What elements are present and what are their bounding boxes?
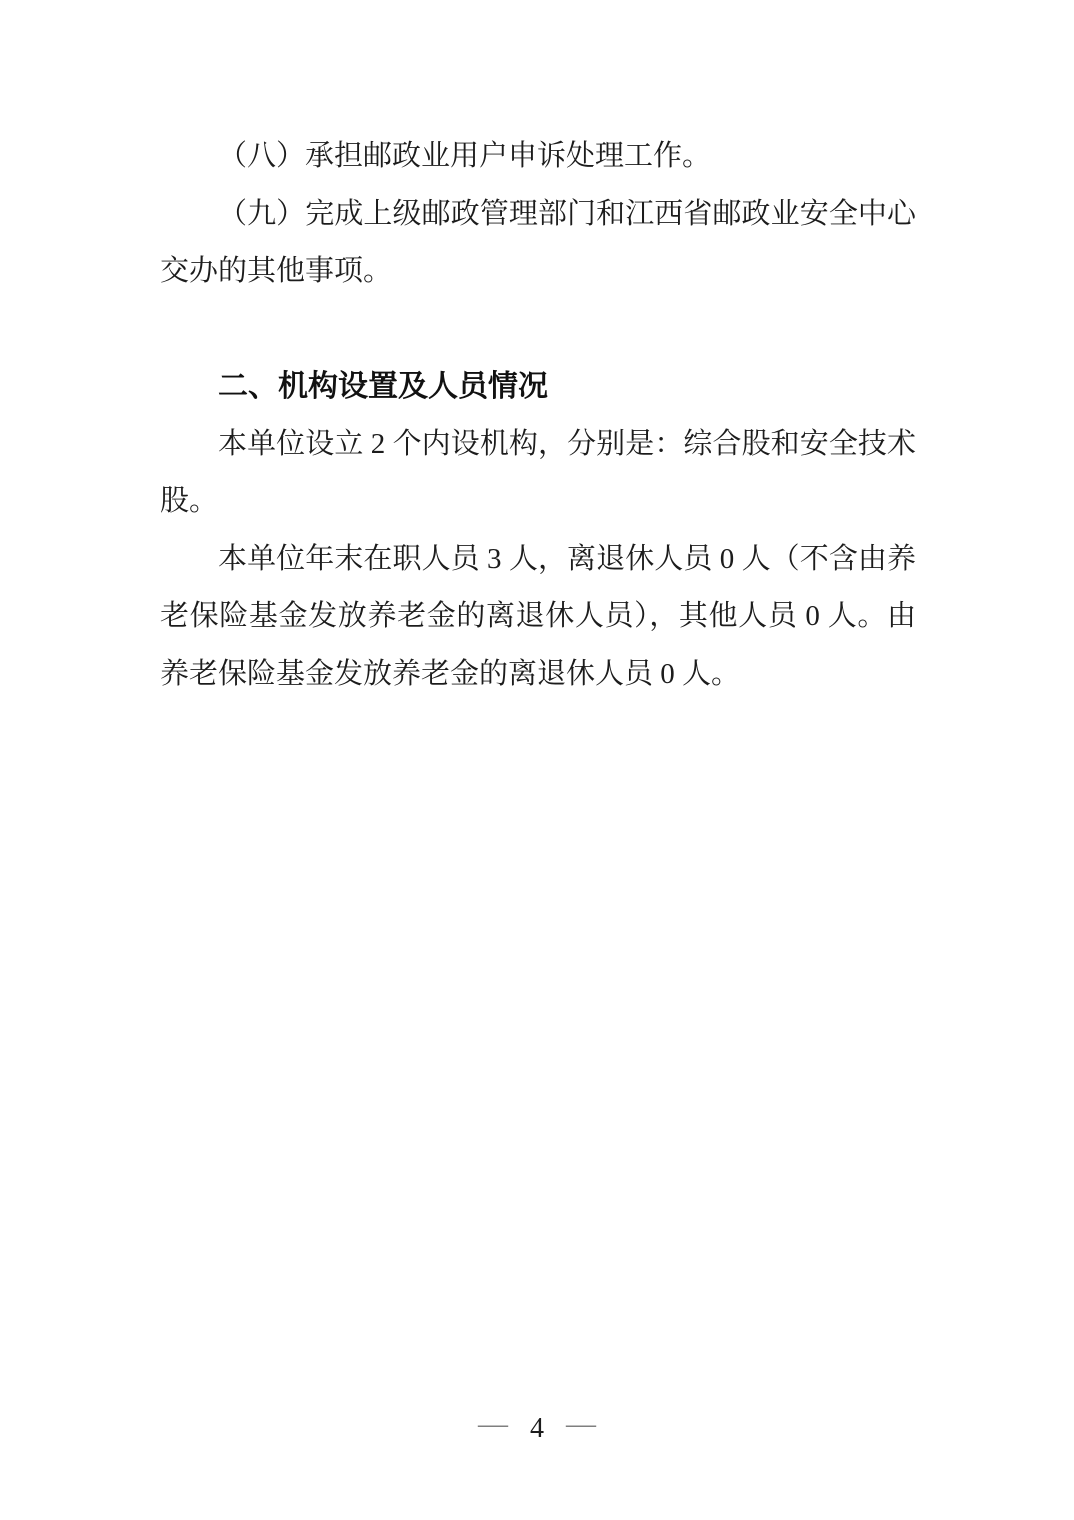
paragraph-org-line-1: 本单位设立 2 个内设机构，分别是：综合股和安全技术	[218, 427, 916, 460]
footer-dash-left: —	[478, 1407, 508, 1440]
paragraph-item-9-line-2: 交办的其他事项。	[160, 255, 393, 287]
page-number: 4	[530, 1413, 544, 1444]
paragraph-org-line-2: 股。	[160, 485, 219, 517]
page-footer	[0, 1407, 1074, 1447]
section-heading: 二、机构设置及人员情况	[218, 370, 548, 403]
document-body	[160, 128, 916, 703]
paragraph-personnel-line-1: 本单位年末在职人员 3 人，离退休人员 0 人（不含由养	[218, 542, 916, 575]
paragraph-item-9-line-1: （九）完成上级邮政管理部门和江西省邮政业安全中心	[218, 197, 916, 230]
paragraph-item-8-line-1: （八）承担邮政业用户申诉处理工作。	[218, 140, 712, 172]
paragraph-personnel-line-3: 养老保险基金发放养老金的离退休人员 0 人。	[160, 657, 741, 690]
blank-line	[160, 301, 916, 359]
footer-dash-right: —	[566, 1407, 596, 1440]
paragraph-personnel-line-2: 老保险基金发放养老金的离退休人员），其他人员 0 人。由	[160, 600, 916, 632]
